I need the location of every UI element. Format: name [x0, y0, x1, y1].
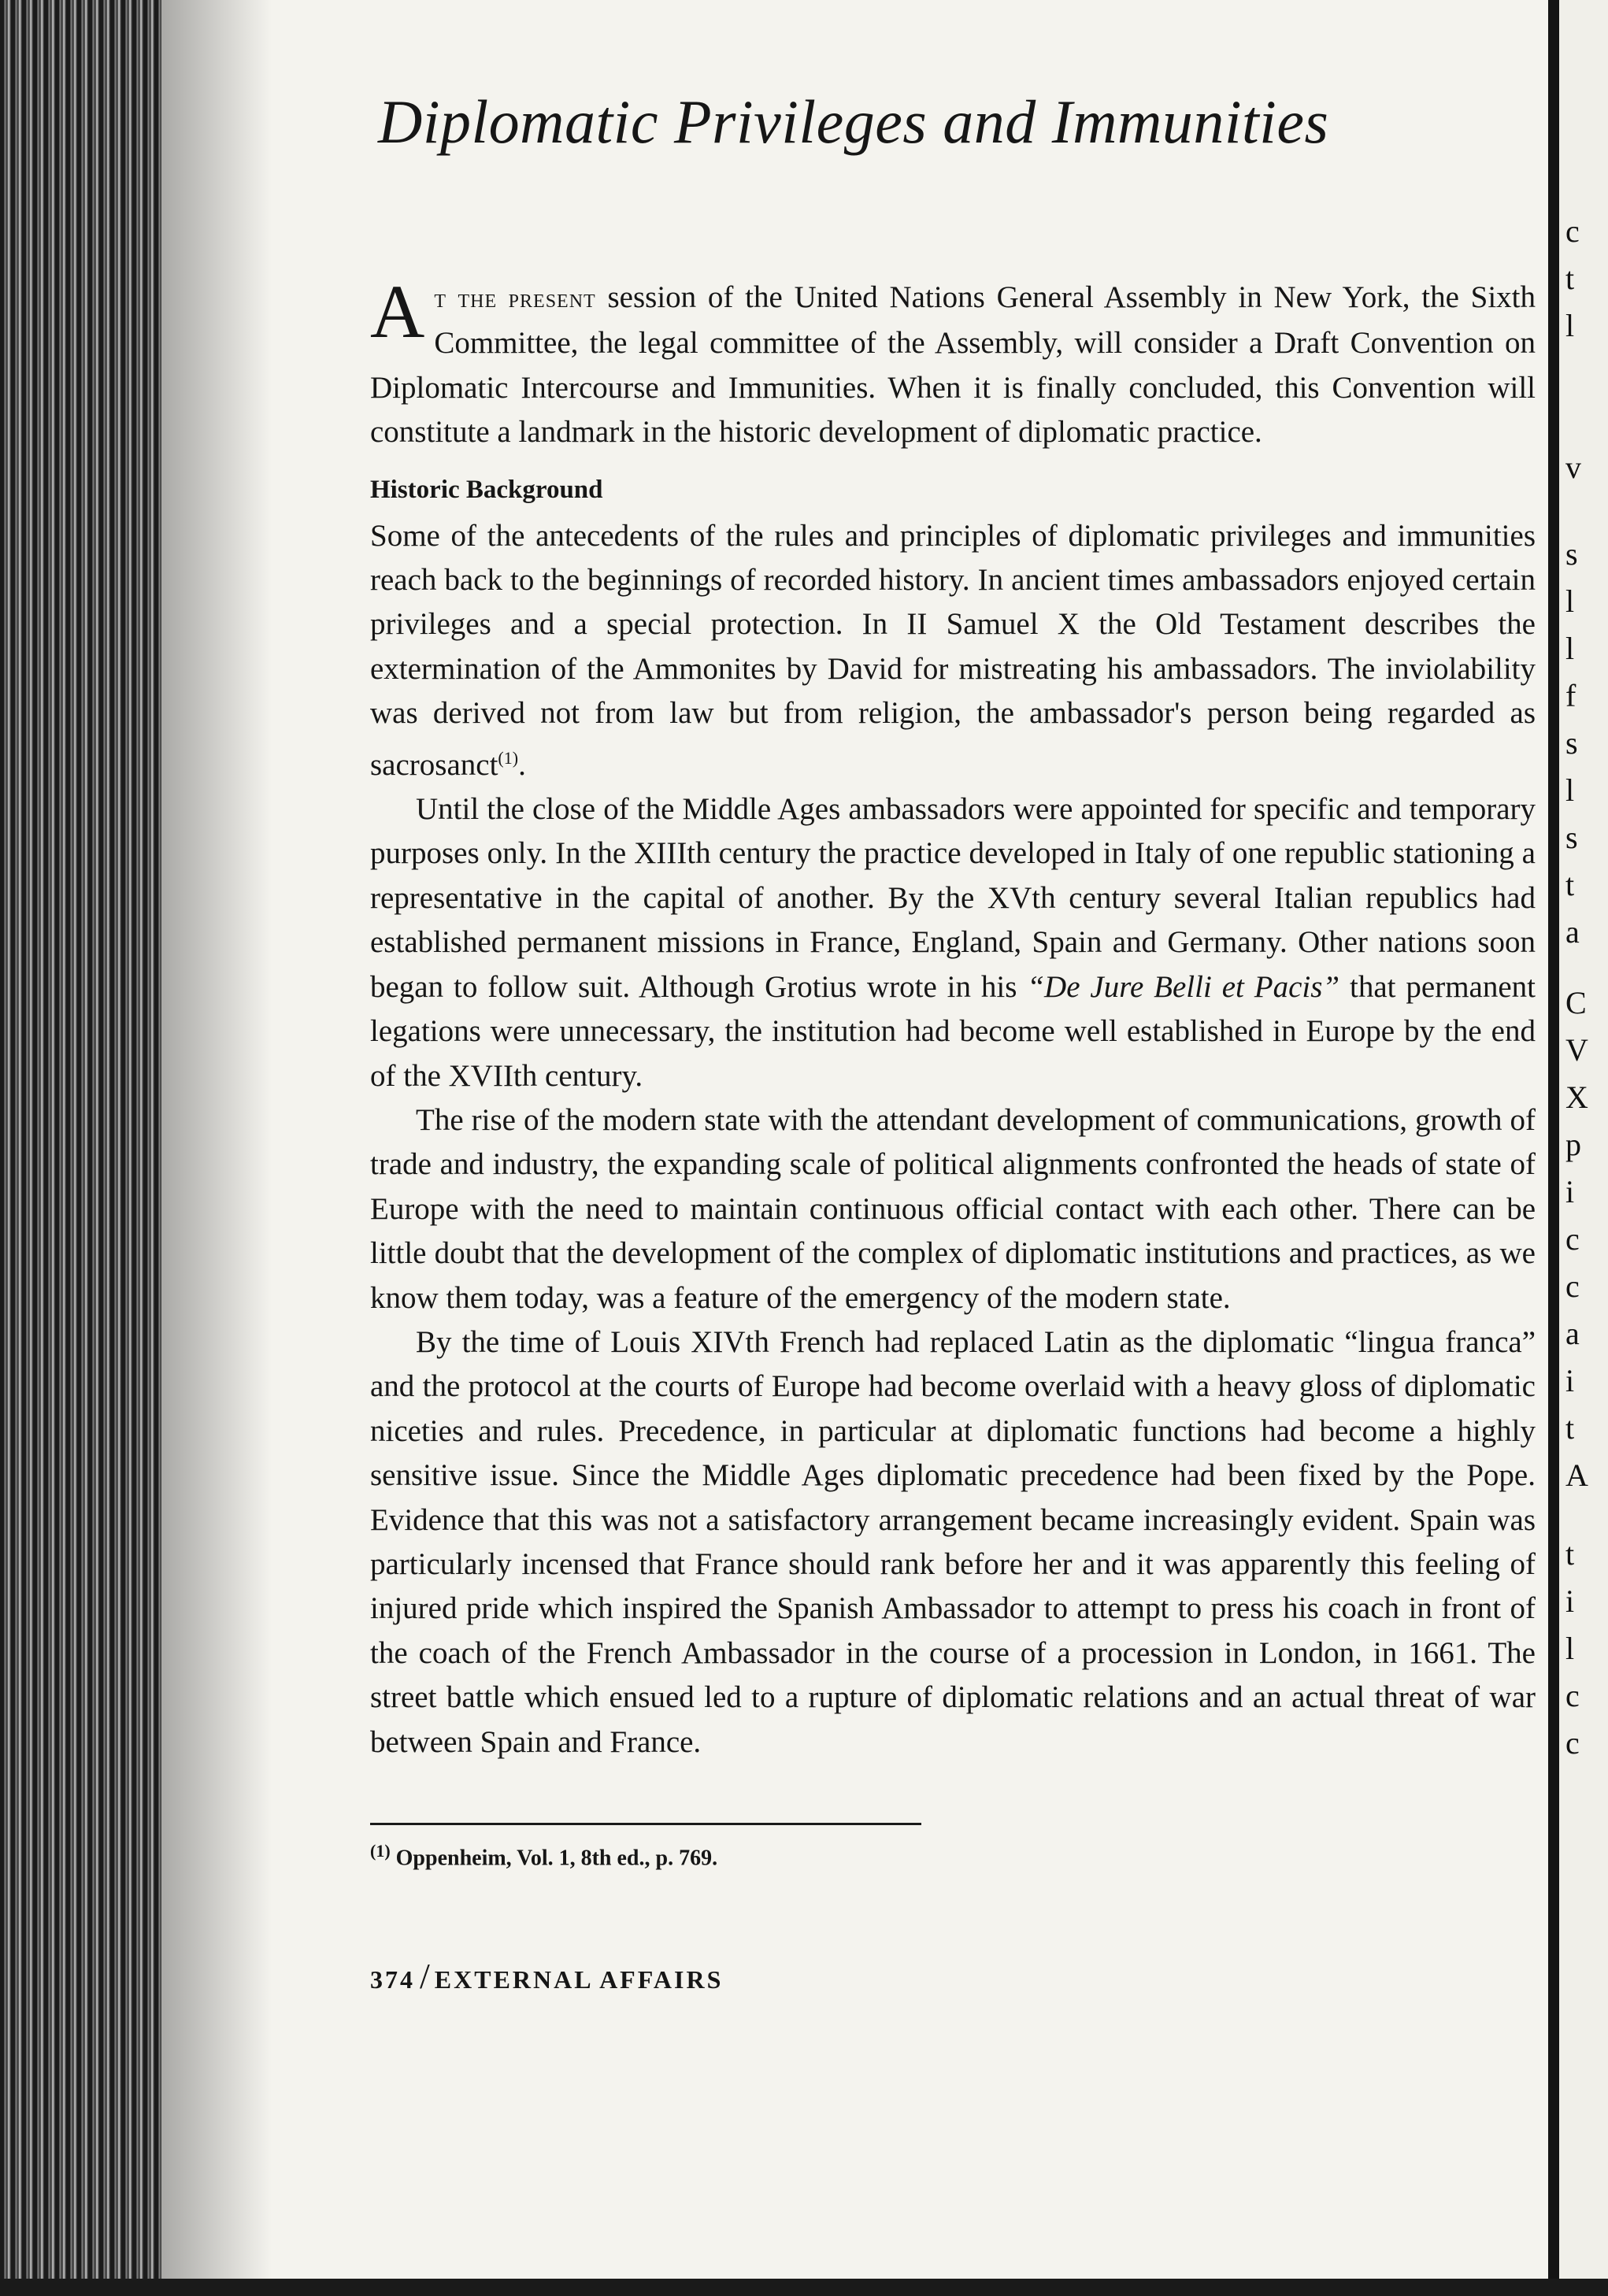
adjacent-char: a: [1565, 1316, 1580, 1351]
section-heading: Historic Background: [370, 475, 603, 504]
adjacent-char: s: [1565, 820, 1578, 855]
adjacent-char: i: [1565, 1583, 1575, 1619]
paragraph-1-end: .: [518, 747, 526, 782]
adjacent-char: l: [1565, 631, 1575, 666]
footnote: [370, 1836, 1536, 1873]
intro-text: session of the United Nations General Assembly in New York, the Sixth Committee, the legal committee of the Assembly, will consider a Draft Convention on Diplomatic Intercourse and Immunities. When it is finally concluded, this Convention will constitute a landmark in the historic development of diplomatic practice.: [370, 280, 1536, 450]
adjacent-char: c: [1565, 1725, 1580, 1761]
adjacent-page-edge: [1548, 0, 1608, 2296]
paragraph-1-text: Some of the antecedents of the rules and principles of diplomatic privileges and immunities reach back to the beginnings of recorded history. In ancient times ambassadors enjoyed certain privileges and a special protection. In II Samuel X the Old Testament describes the extermination of the Ammonites by David for mistreating his ambassadors. The inviolability was derived not from law but from religion, the ambassador's person being regarded as sacrosanct: [370, 518, 1536, 782]
adjacent-char: c: [1565, 1268, 1580, 1304]
footnote-text: Oppenheim, Vol. 1, 8th ed., p. 769.: [390, 1846, 718, 1871]
adjacent-char: C: [1565, 985, 1587, 1020]
article-page: [370, 87, 1536, 1997]
paragraph-2: [370, 787, 1536, 1098]
adjacent-char: t: [1565, 867, 1575, 902]
adjacent-char: i: [1565, 1363, 1575, 1398]
adjacent-char: l: [1565, 772, 1575, 808]
adjacent-char: t: [1565, 1536, 1575, 1572]
adjacent-char: p: [1565, 1127, 1581, 1162]
adjacent-char: s: [1565, 536, 1578, 572]
work-title: “De Jure Belli et Pacis”: [1027, 969, 1340, 1004]
adjacent-char: i: [1565, 1174, 1575, 1209]
drop-cap: A: [370, 269, 425, 354]
adjacent-char: c: [1565, 213, 1580, 249]
adjacent-char: A: [1565, 1457, 1588, 1493]
scan-binding-edge: [0, 0, 161, 2296]
adjacent-char: l: [1565, 308, 1575, 343]
paragraph-2-end: that permanent legations were unnecessary, the institution had become well established in Europe by the end of the XVIIth century.: [370, 969, 1536, 1093]
adjacent-char: t: [1565, 261, 1575, 296]
adjacent-char: X: [1565, 1079, 1588, 1115]
folio-separator: /: [420, 1956, 430, 1997]
paragraph-3: The rise of the modern state with the attendant development of communications, growth of trade and industry, the expanding scale of political alignments confronted the heads of state of Europe with the need to maintain continuous official contact with each other. There can be little doubt that the development of the complex of diplomatic institutions and practices, as we know them today, was a feature of the emergency of the modern state.: [370, 1102, 1536, 1315]
footnote-marker: (1): [370, 1841, 391, 1861]
scan-bottom-edge: [0, 2279, 1608, 2296]
adjacent-char: s: [1565, 725, 1578, 761]
footnote-reference: (1): [498, 747, 519, 768]
adjacent-char: a: [1565, 914, 1580, 950]
adjacent-char: V: [1565, 1032, 1588, 1068]
adjacent-char: l: [1565, 583, 1575, 619]
adjacent-char: t: [1565, 1410, 1575, 1446]
adjacent-char: c: [1565, 1221, 1580, 1257]
article-title: Diplomatic Privileges and Immunities: [378, 87, 1329, 156]
scan-shadow: [161, 0, 272, 2296]
intro-paragraph: [370, 269, 1536, 455]
adjacent-char: f: [1565, 678, 1577, 713]
adjacent-char: v: [1565, 450, 1581, 485]
footnote-divider: [370, 1823, 921, 1825]
adjacent-char: l: [1565, 1631, 1575, 1666]
paragraph-2-text: Until the close of the Middle Ages ambassadors were appointed for specific and temporary purposes only. In the XIIIth century the practice developed in Italy of one republic stationing a representative in the capital of another. By the XVth century several Italian republics had established permanent missions in France, England, Spain and Germany. Other nations soon began to follow suit. Although Grotius wrote in his: [370, 792, 1536, 1004]
paragraph-4: By the time of Louis XIVth French had replaced Latin as the diplomatic “lingua franca” and the protocol at the courts of Europe had become overlaid with a heavy gloss of diplomatic niceties and rules. Precedence, in particular at diplomatic functions had become a highly sensitive issue. Since the Middle Ages diplomatic precedence had been fixed by the Pope. Evidence that this was not a satisfactory arrangement became increasingly evident. Spain was particularly incensed that France should rank before her and it was apparently this feeling of injured pride which inspired the Spanish Ambassador to attempt to press his coach in front of the coach of the French Ambassador in the course of a procession in London, in 1661. The street battle which ensued led to a rupture of diplomatic relations and an actual threat of war between Spain and France.: [370, 1324, 1536, 1759]
adjacent-char: c: [1565, 1678, 1580, 1713]
page-number: 374: [370, 1965, 415, 1994]
publication-name: EXTERNAL AFFAIRS: [434, 1965, 724, 1994]
page-footer: [370, 1955, 1536, 1997]
paragraph-1: [370, 514, 1536, 787]
intro-smallcaps: t the present: [434, 284, 596, 313]
